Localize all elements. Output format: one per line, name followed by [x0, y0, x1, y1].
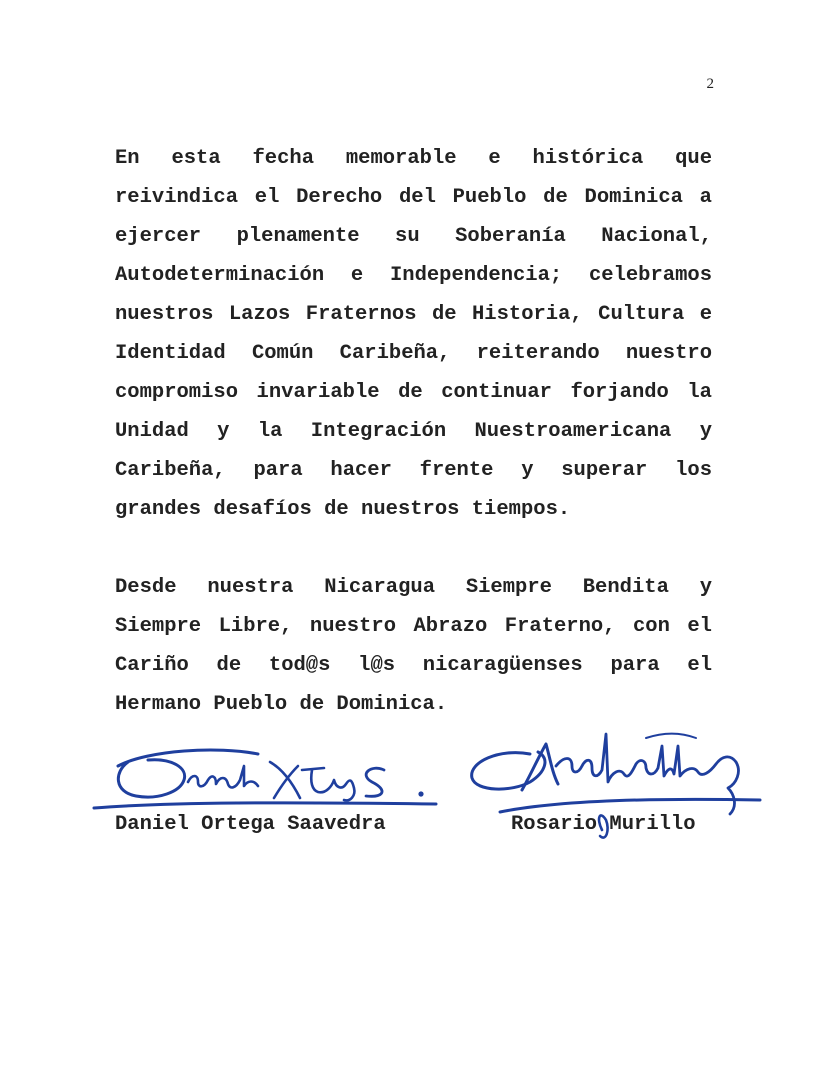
paragraph-commemoration: En esta fecha memorable e histórica que reivindica el Derecho del Pueblo de Dominica a ejercer plenamente su Soberanía Nacional, Autodeterminación e Independencia; celebramos nuestros Lazos Fraternos de Historia, Cultura e Identidad Común Caribeña, reiterando nuestro compromiso invariable de continuar forjando la Unidad y la Integración Nuestroamericana y Caribeña, para hacer frente y superar los grandes desafíos de nuestros tiempos. [115, 147, 712, 521]
paragraph-greeting: Desde nuestra Nicaragua Siempre Bendita y Siempre Libre, nuestro Abrazo Fraterno, con el Cariño de tod@s l@s nicaragüenses para el Hermano Pueblo de Dominica. [115, 576, 712, 716]
signature-ortega [88, 736, 448, 816]
signer-name-murillo: Rosario Murillo [511, 813, 696, 836]
signer-name-ortega: Daniel Ortega Saavedra [115, 813, 386, 836]
page-number: 2 [706, 76, 714, 92]
